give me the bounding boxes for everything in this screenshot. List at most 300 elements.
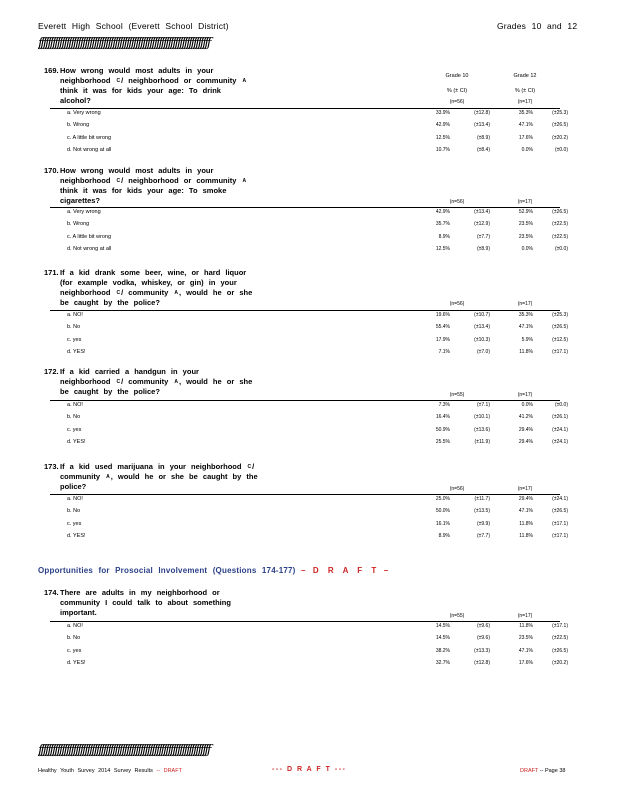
text-segment: (for example vodka, whiskey, or gin) in your xyxy=(60,278,237,287)
superscript: C xyxy=(116,78,121,84)
plus-minus-icon: ± xyxy=(455,88,459,94)
n-grade10: (n=56) xyxy=(449,199,465,205)
grade10-percent: 38.2% xyxy=(435,647,450,654)
grade12-percent: 11.8% xyxy=(519,532,533,539)
grade10-percent: 32.7% xyxy=(435,659,450,666)
grade12-percent: 35.3% xyxy=(518,312,533,318)
question-text-line xyxy=(44,588,294,598)
ci-value: 26.5) xyxy=(556,508,568,515)
ci-value: 7.0) xyxy=(481,348,490,355)
plus-minus-icon: ± xyxy=(475,324,479,331)
ci-value: 8.9) xyxy=(481,245,490,252)
grade12-percent: 29.4% xyxy=(518,438,533,445)
n-grade12: (n=17) xyxy=(517,301,533,307)
grade12-ci: (±26.5) xyxy=(552,508,568,515)
text-segment: alcohol? xyxy=(60,96,91,105)
n-grade10: (n=55) xyxy=(449,613,465,619)
grade10-ci: (±11.7) xyxy=(474,496,490,502)
plus-minus-icon: ± xyxy=(553,110,557,116)
ci-value: 13.6) xyxy=(478,426,490,433)
grade10-ci: (±12.9) xyxy=(474,221,490,228)
text-segment: If a kid drank some beer, wine, or hard liquor xyxy=(60,268,247,277)
plus-minus-icon: ± xyxy=(478,635,482,642)
question-169 xyxy=(44,66,294,106)
grades-label: Grades 10 and 12 xyxy=(497,21,578,31)
question-number: 170. xyxy=(44,166,59,175)
section-dash: – xyxy=(300,566,308,575)
section-draft: D R A F T xyxy=(312,566,379,575)
ci-value: 26.5) xyxy=(556,122,568,129)
text-segment: / community xyxy=(121,377,174,386)
n-grade10: (n=56) xyxy=(449,99,465,105)
grade10-percent: 35.7% xyxy=(435,221,450,228)
plus-minus-icon: ± xyxy=(475,414,479,421)
grade10-ci: (±12.8) xyxy=(474,659,490,666)
question-text-line xyxy=(44,278,294,288)
plus-minus-icon: ± xyxy=(553,221,557,228)
grade12-ci: (±17.1) xyxy=(552,623,568,629)
report-title: Everett High School (Everett School District) xyxy=(38,21,229,31)
grade10-percent: 7.1% xyxy=(438,348,450,355)
grade12-percent: 52.9% xyxy=(518,209,533,215)
plus-minus-icon: ± xyxy=(478,402,482,408)
plus-minus-icon: ± xyxy=(553,426,557,433)
question-number: 173. xyxy=(44,462,59,471)
plus-minus-icon: ± xyxy=(553,496,557,502)
ci-value: 26.5) xyxy=(556,647,568,654)
answer-option: b. No xyxy=(67,414,81,421)
ci-value: 9.6) xyxy=(481,623,490,629)
question-number: 171. xyxy=(44,268,59,277)
ci-value: 25.3) xyxy=(556,110,568,116)
ci-value: 13.3) xyxy=(478,647,490,654)
grade10-ci: (±12.8) xyxy=(474,110,490,116)
ci-value: 0.0) xyxy=(559,245,568,252)
ci-value: 7.7) xyxy=(481,233,490,240)
question-text-line xyxy=(44,176,294,186)
ci-value: 11.9) xyxy=(478,438,490,445)
plus-minus-icon: ± xyxy=(556,245,560,252)
ci-value: 12.5) xyxy=(556,336,568,343)
answer-option: d. YES! xyxy=(67,532,86,539)
superscript: C xyxy=(247,464,252,470)
answer-option: a. Very wrong xyxy=(67,209,101,215)
grade12-percent: 0.0% xyxy=(521,146,533,153)
plus-minus-icon: ± xyxy=(475,336,479,343)
grade10-ci: (±10.1) xyxy=(474,414,490,421)
question-text-line xyxy=(44,66,294,76)
grade10-ci: (±8.9) xyxy=(476,245,490,252)
plus-minus-icon: ± xyxy=(556,146,560,153)
ci-value: 25.3) xyxy=(556,312,568,318)
ci-value: 22.5) xyxy=(556,221,568,228)
grade12-ci: (±26.5) xyxy=(552,209,568,215)
ci-value: 9.9) xyxy=(481,520,490,527)
grade10-ci: (±9.6) xyxy=(476,635,490,642)
plus-minus-icon: ± xyxy=(478,520,482,527)
text-segment: think it was for kids your age: To smoke xyxy=(60,186,227,195)
plus-minus-icon: ± xyxy=(553,348,557,355)
question-text-line xyxy=(44,86,294,96)
grade12-ci: (±26.1) xyxy=(552,414,568,421)
answer-option: b. Wrong xyxy=(67,221,90,228)
bottom-rule: ƒƒƒƒƒƒƒƒƒƒƒƒƒƒƒƒƒƒƒƒƒƒƒƒƒƒƒƒƒƒƒƒƒƒƒƒƒƒƒƒƒƒƒƒƒƒƒƒƒƒƒƒƒƒƒƒƒƒƒƒƒƒƒƒƒƒƒƒƒƒƒƒƒƒ xyxy=(38,743,210,758)
ci-value: 10.1) xyxy=(478,414,490,421)
footer-draft-banner: --- D R A F T --- xyxy=(272,766,347,773)
answer-option: b. No xyxy=(67,635,81,642)
ci-value: 20.2) xyxy=(556,659,568,666)
question-text-line xyxy=(44,288,294,298)
grade10-percent: 8.9% xyxy=(438,532,450,539)
footer-survey-name: Healthy Youth Survey 2014 Survey Results xyxy=(38,768,153,774)
grade10-header: Grade 10 xyxy=(445,73,469,79)
grade10-pct-ci xyxy=(437,88,477,94)
text-segment: be caught by the police? xyxy=(60,387,160,396)
n-grade10: (n=56) xyxy=(449,301,465,307)
grade12-percent: 17.6% xyxy=(518,134,533,141)
grade10-percent: 19.6% xyxy=(435,312,450,318)
ci-value: 0.0) xyxy=(559,146,568,153)
grade10-percent: 25.5% xyxy=(435,438,450,445)
ci-label: CI) xyxy=(526,88,536,94)
ci-value: 10.7) xyxy=(478,312,490,318)
answer-option: b. No xyxy=(67,508,81,515)
pct-label: % ( xyxy=(514,88,524,94)
grade12-percent: 0.0% xyxy=(521,245,533,252)
plus-minus-icon: ± xyxy=(553,659,557,666)
question-text-line xyxy=(44,387,294,397)
answer-option: c. A little bit wrong xyxy=(67,134,112,141)
grade12-percent: 29.4% xyxy=(518,426,533,433)
ci-value: 11.7) xyxy=(478,496,490,502)
grade10-ci: (±8.9) xyxy=(476,134,490,141)
plus-minus-icon: ± xyxy=(478,233,482,240)
grade10-percent: 17.9% xyxy=(435,336,450,343)
ci-value: 0.0) xyxy=(559,402,568,408)
question-text-line xyxy=(44,608,294,618)
plus-minus-icon: ± xyxy=(476,496,479,502)
plus-minus-icon: ± xyxy=(475,426,479,433)
plus-minus-icon: ± xyxy=(478,134,482,141)
ci-value: 13.4) xyxy=(478,209,490,215)
grade12-ci: (±26.5) xyxy=(552,324,568,331)
grade12-percent: 47.1% xyxy=(518,324,533,331)
plus-minus-icon: ± xyxy=(553,414,557,421)
superscript: A xyxy=(174,290,179,296)
grade12-percent: 41.2% xyxy=(518,414,533,421)
grade12-ci: (±22.5) xyxy=(552,635,568,642)
footer-right xyxy=(520,768,565,774)
superscript: C xyxy=(116,379,121,385)
grade12-ci: (±24.1) xyxy=(552,426,568,433)
ci-value: 24.1) xyxy=(556,438,568,445)
grade12-percent: 0.0% xyxy=(521,402,533,408)
grade10-ci: (±13.4) xyxy=(474,209,490,215)
grade10-percent: 25.0% xyxy=(435,496,450,502)
grade10-ci: (±13.3) xyxy=(474,647,490,654)
ci-label: CI) xyxy=(458,88,468,94)
grade12-ci: (±12.5) xyxy=(552,336,568,343)
ci-value: 26.5) xyxy=(556,209,568,215)
grade10-percent: 42.9% xyxy=(435,209,450,215)
question-text-line xyxy=(44,268,294,278)
plus-minus-icon: ± xyxy=(475,209,479,215)
grade12-percent: 47.1% xyxy=(518,647,533,654)
text-segment: / xyxy=(252,462,255,471)
text-segment: think it was for kids your age: To drink xyxy=(60,86,221,95)
ci-value: 26.5) xyxy=(556,324,568,331)
grade10-percent: 14.5% xyxy=(435,635,450,642)
grade12-ci: (±26.5) xyxy=(552,647,568,654)
grade12-ci: (±0.0) xyxy=(554,245,568,252)
grade12-ci: (±26.5) xyxy=(552,122,568,129)
text-segment: cigarettes? xyxy=(60,196,101,205)
answer-option: d. Not wrong at all xyxy=(67,245,112,252)
top-rule: ƒƒƒƒƒƒƒƒƒƒƒƒƒƒƒƒƒƒƒƒƒƒƒƒƒƒƒƒƒƒƒƒƒƒƒƒƒƒƒƒƒƒƒƒƒƒƒƒƒƒƒƒƒƒƒƒƒƒƒƒƒƒƒƒƒƒƒƒƒƒƒƒƒƒ xyxy=(38,36,210,51)
grade10-percent: 16.4% xyxy=(435,414,450,421)
text-segment: How wrong would most adults in your xyxy=(60,66,214,75)
answer-option: a. NO! xyxy=(67,312,83,318)
plus-minus-icon: ± xyxy=(475,508,479,515)
grade12-percent: 47.1% xyxy=(518,508,533,515)
grade12-percent: 23.5% xyxy=(518,221,533,228)
ci-value: 17.1) xyxy=(556,348,568,355)
ci-value: 13.4) xyxy=(478,122,490,129)
question-number: 172. xyxy=(44,367,59,376)
ci-value: 9.6) xyxy=(481,635,490,642)
answer-option: d. YES! xyxy=(67,438,86,445)
ci-value: 17.1) xyxy=(556,520,568,527)
text-segment: , would he or she be caught by the xyxy=(110,472,258,481)
plus-minus-icon: ± xyxy=(478,532,482,539)
n-grade12: (n=17) xyxy=(517,613,533,619)
n-grade12: (n=17) xyxy=(517,486,533,492)
answer-option: b. Wrong xyxy=(67,122,90,129)
ci-value: 20.2) xyxy=(556,134,568,141)
grade10-ci: (±13.6) xyxy=(474,426,490,433)
text-segment: neighborhood xyxy=(60,76,116,85)
answer-option: d. Not wrong at all xyxy=(67,146,112,153)
plus-minus-icon: ± xyxy=(475,312,479,318)
ci-value: 26.1) xyxy=(556,414,568,421)
grade10-percent: 10.7% xyxy=(435,146,450,153)
superscript: A xyxy=(242,178,247,184)
grade10-ci: (±8.4) xyxy=(476,146,490,153)
plus-minus-icon: ± xyxy=(553,122,557,129)
superscript: A xyxy=(106,474,110,480)
plus-minus-icon: ± xyxy=(478,146,482,153)
question-text-line xyxy=(44,377,294,387)
text-segment: neighborhood xyxy=(60,176,116,185)
question-text-line xyxy=(44,462,294,472)
plus-minus-icon: ± xyxy=(553,438,557,445)
answer-option: d. YES! xyxy=(67,659,86,666)
table-rule xyxy=(50,207,560,208)
question-174 xyxy=(44,588,294,618)
text-segment: / neighborhood or community xyxy=(121,76,242,85)
plus-minus-icon: ± xyxy=(475,221,479,228)
ci-value: 12.8) xyxy=(478,110,490,116)
grade10-ci: (±7.1) xyxy=(476,402,490,408)
grade12-ci: (±24.1) xyxy=(552,438,568,445)
grade10-percent: 50.9% xyxy=(435,426,450,433)
ci-value: 17.1) xyxy=(556,623,568,629)
footer-left-draft: -- DRAFT xyxy=(156,768,182,774)
grade10-percent: 55.4% xyxy=(435,324,450,331)
grade12-percent: 23.5% xyxy=(518,233,533,240)
plus-minus-icon: ± xyxy=(553,336,557,343)
grade12-ci: (±0.0) xyxy=(554,146,568,153)
ci-value: 7.7) xyxy=(481,532,490,539)
grade12-ci: (±22.5) xyxy=(552,233,568,240)
page-number: -- Page 38 xyxy=(539,768,566,774)
grade10-percent: 42.9% xyxy=(435,122,450,129)
grade10-ci: (±9.6) xyxy=(476,623,490,629)
text-segment: neighborhood xyxy=(60,377,116,386)
ci-value: 13.4) xyxy=(478,324,490,331)
plus-minus-icon: ± xyxy=(475,659,479,666)
grade12-ci: (±17.1) xyxy=(552,532,568,539)
text-segment: community xyxy=(60,472,106,481)
grade12-percent: 5.9% xyxy=(521,336,533,343)
table-rule xyxy=(50,310,560,311)
grade10-ci: (±7.7) xyxy=(476,233,490,240)
table-rule xyxy=(50,400,560,401)
text-segment: / community xyxy=(121,288,174,297)
text-segment: There are adults in my neighborhood or xyxy=(60,588,220,597)
section-dash-end: – xyxy=(383,566,391,575)
plus-minus-icon: ± xyxy=(475,122,479,129)
footer-right-draft: DRAFT xyxy=(520,768,539,774)
plus-minus-icon: ± xyxy=(553,134,557,141)
question-text-line xyxy=(44,482,294,492)
question-text-line xyxy=(44,166,294,176)
section-title: Opportunities for Prosocial Involvement (Questions 174-177) xyxy=(38,566,296,575)
plus-minus-icon: ± xyxy=(553,623,557,629)
grade10-ci: (±13.4) xyxy=(474,324,490,331)
ci-value: 13.5) xyxy=(478,508,490,515)
superscript: C xyxy=(116,290,121,296)
answer-option: c. yes xyxy=(67,336,82,343)
grade10-percent: 50.0% xyxy=(435,508,450,515)
answer-option: a. NO! xyxy=(67,402,83,408)
grade12-header: Grade 12 xyxy=(513,73,537,79)
footer-left xyxy=(38,768,182,774)
n-grade12: (n=17) xyxy=(517,99,533,105)
answer-option: c. yes xyxy=(67,647,82,654)
answer-option: a. NO! xyxy=(67,496,83,502)
ci-value: 10.3) xyxy=(478,336,490,343)
ci-value: 22.5) xyxy=(556,233,568,240)
question-text-line xyxy=(44,367,294,377)
ci-value: 17.1) xyxy=(556,532,568,539)
superscript: A xyxy=(242,78,247,84)
grade12-percent: 11.8% xyxy=(519,520,533,527)
text-segment: community I could talk to about something xyxy=(60,598,231,607)
text-segment: neighborhood xyxy=(60,288,116,297)
grade10-ci: (±7.7) xyxy=(476,532,490,539)
grade12-percent: 17.6% xyxy=(518,659,533,666)
plus-minus-icon: ± xyxy=(553,209,557,215)
question-171 xyxy=(44,268,294,308)
grade10-ci: (±13.4) xyxy=(474,122,490,129)
ci-value: 12.9) xyxy=(478,221,490,228)
ci-value: 22.5) xyxy=(556,635,568,642)
text-segment: important. xyxy=(60,608,97,617)
grade12-pct-ci xyxy=(505,88,545,94)
question-text-line xyxy=(44,196,294,206)
grade12-ci: (±25.3) xyxy=(552,312,568,318)
plus-minus-icon: ± xyxy=(475,647,479,654)
text-segment: be caught by the police? xyxy=(60,298,160,307)
grade10-ci: (±11.9) xyxy=(474,438,490,445)
grade10-ci: (±9.9) xyxy=(476,520,490,527)
question-173 xyxy=(44,462,294,492)
grade12-ci: (±22.5) xyxy=(552,221,568,228)
question-text-line xyxy=(44,76,294,86)
question-text-line xyxy=(44,298,294,308)
grade10-ci: (±7.0) xyxy=(476,348,490,355)
grade12-ci: (±17.1) xyxy=(552,348,568,355)
grade12-ci: (±20.2) xyxy=(552,134,568,141)
text-segment: If a kid carried a handgun in your xyxy=(60,367,199,376)
n-grade12: (n=17) xyxy=(517,392,533,398)
answer-option: a. Very wrong xyxy=(67,110,101,116)
plus-minus-icon: ± xyxy=(556,402,560,408)
superscript: C xyxy=(116,178,121,184)
grade12-percent: 23.5% xyxy=(518,635,533,642)
n-grade12: (n=17) xyxy=(517,199,533,205)
question-170 xyxy=(44,166,294,206)
text-segment: , would he or she xyxy=(179,288,253,297)
grade12-percent: 29.4% xyxy=(518,496,533,502)
n-grade10: (n=55) xyxy=(449,392,465,398)
plus-minus-icon: ± xyxy=(553,324,557,331)
answer-option: a. NO! xyxy=(67,623,83,629)
plus-minus-icon: ± xyxy=(553,635,557,642)
question-text-line xyxy=(44,186,294,196)
grade12-percent: 11.8% xyxy=(519,623,533,629)
ci-value: 24.1) xyxy=(556,426,568,433)
grade10-percent: 7.3% xyxy=(438,402,450,408)
grade10-percent: 16.1% xyxy=(435,520,450,527)
answer-option: c. A little bit wrong xyxy=(67,233,112,240)
question-text-line xyxy=(44,598,294,608)
pct-label: % ( xyxy=(446,88,456,94)
plus-minus-icon: ± xyxy=(478,245,482,252)
superscript: A xyxy=(174,379,179,385)
grade12-ci: (±0.0) xyxy=(554,402,568,408)
text-segment: , would he or she xyxy=(179,377,253,386)
question-text-line xyxy=(44,96,294,106)
section-heading xyxy=(38,566,390,575)
text-segment: If a kid used marijuana in your neighborhood xyxy=(60,462,247,471)
plus-minus-icon: ± xyxy=(475,110,479,116)
plus-minus-icon: ± xyxy=(553,233,557,240)
table-rule xyxy=(50,494,560,495)
table-rule xyxy=(50,621,560,622)
plus-minus-icon: ± xyxy=(478,623,482,629)
text-segment: How wrong would most adults in your xyxy=(60,166,214,175)
grade12-percent: 11.8% xyxy=(519,348,533,355)
grade10-ci: (±10.7) xyxy=(474,312,490,318)
grade12-percent: 35.3% xyxy=(518,110,533,116)
text-segment: / neighborhood or community xyxy=(121,176,242,185)
grade10-ci: (±13.5) xyxy=(474,508,490,515)
question-text-line xyxy=(44,472,294,482)
plus-minus-icon: ± xyxy=(553,508,557,515)
ci-value: 8.9) xyxy=(481,134,490,141)
